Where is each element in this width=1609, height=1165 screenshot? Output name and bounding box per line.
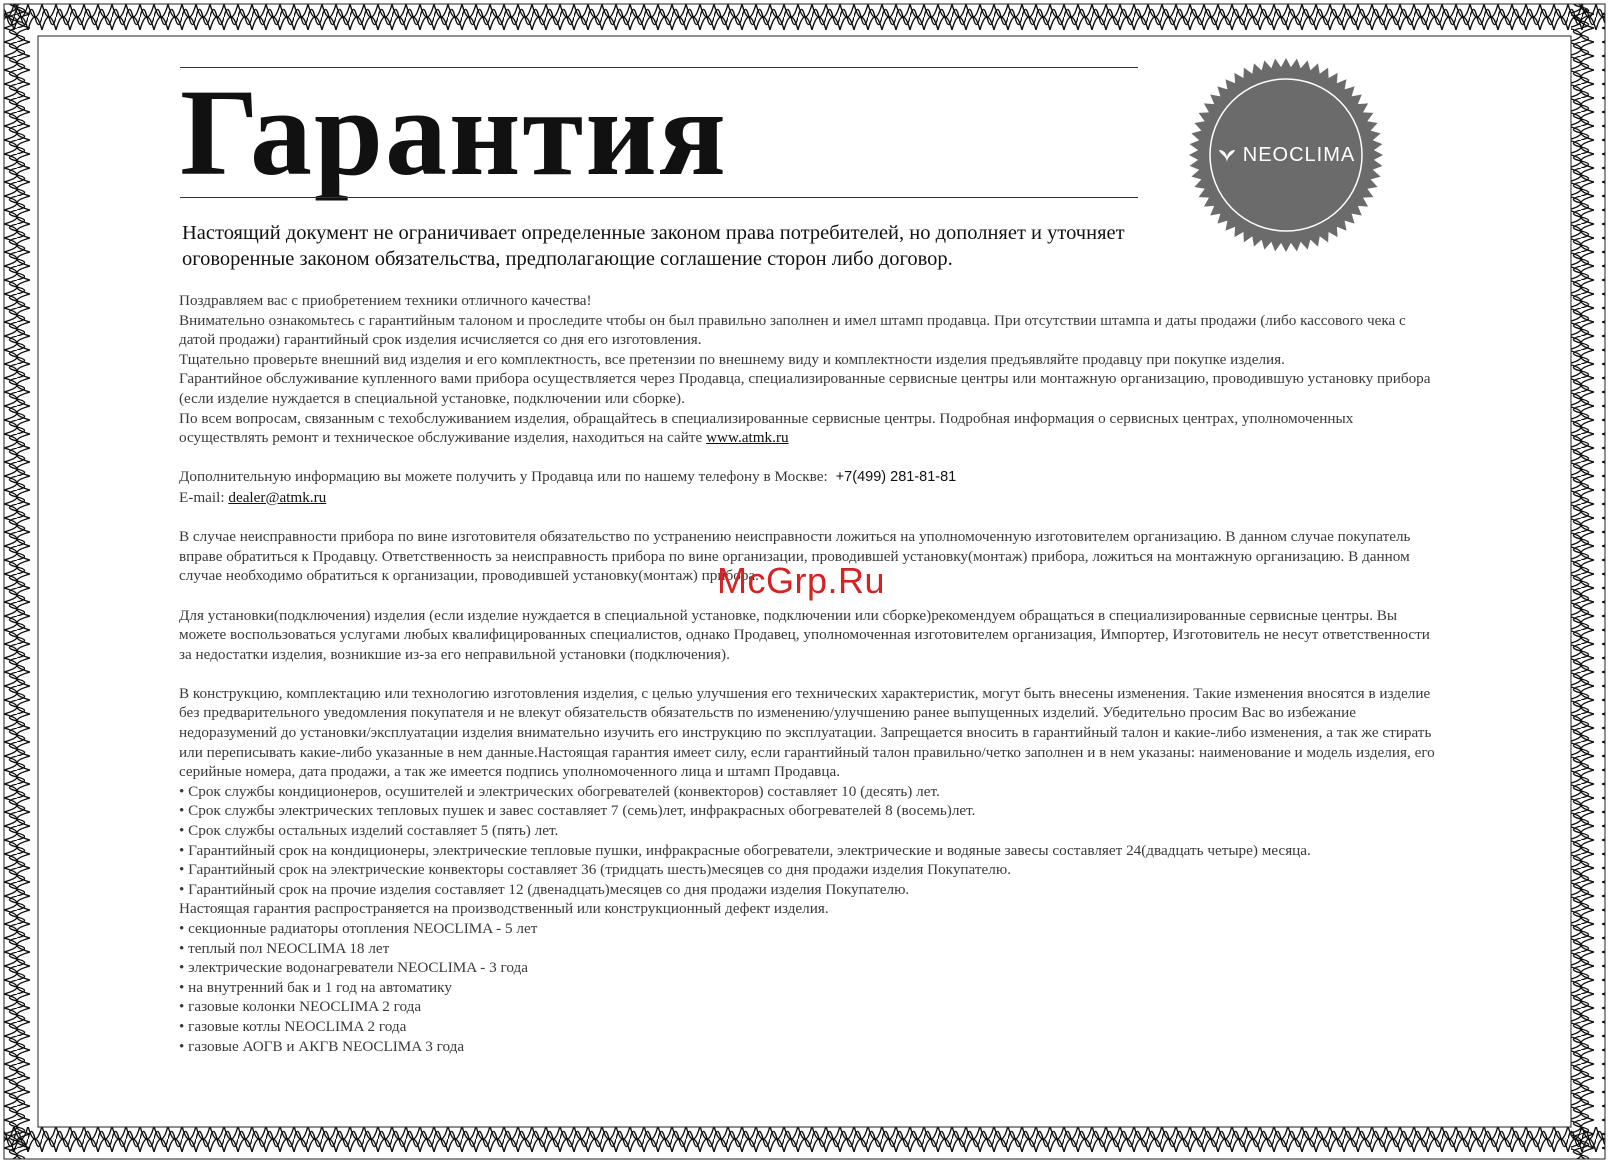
contact-text: Дополнительную информацию вы можете получить у Продавца или по нашему телефону в Москве: bbox=[179, 468, 828, 486]
list-item: • газовые колонки NEOCLIMA 2 года bbox=[179, 998, 422, 1016]
seal-brand-text: NEOCLIMA bbox=[1242, 143, 1356, 166]
email-label: E-mail: bbox=[179, 488, 229, 506]
paragraph-contact bbox=[179, 467, 1444, 488]
list-item: • Срок службы остальных изделий составляет 5 (пять) лет. bbox=[179, 822, 559, 840]
paragraph-changes: В конструкцию, комплектацию или технологию изготовления изделия, с целью улучшения его технических характеристик, могут быть внесены изменения. Такие изменения вносятся в изделие без предварительного уведомления покупателя и не влекут обязательств обязательств по изменению/улучшению ранее выпущенных изделий. Убедительно просим Вас во избежание недоразумений до установки/эксплуатации изделия внимательно изучить его инструкцию по эксплуатации. Запрещается вносить в гарантийный талон и какие-либо изменения, а так же стирать или переписывать какие-либо указанные в нем данные.Настоящая гарантия имеет силу, если гарантийный талон правильно/четко заполнен и в нем указаны: наименование и модель изделия, его серийные номера, дата продажи, а так же имеется подпись уполномоченного лица и штамп Продавца. bbox=[179, 684, 1435, 781]
paragraph-inspect: Тщательно проверьте внешний вид изделия и его комплектность, все претензии по внешнему виду и комплектности изделия предъявляйте продавцу при покупке изделия. bbox=[179, 350, 1285, 368]
paragraph-scope: Настоящая гарантия распространяется на производственный или конструкционный дефект изделия. bbox=[179, 900, 829, 918]
page-title: Гарантия bbox=[180, 64, 728, 201]
list-item: • газовые котлы NEOCLIMA 2 года bbox=[179, 1017, 407, 1035]
intro-text: Настоящий документ не ограничивает определенные законом права потребителей, но дополняет и уточняет оговоренные законом обязательства, предполагающие соглашение сторон либо договор. bbox=[182, 222, 1125, 270]
paragraph-email bbox=[179, 488, 1444, 508]
leaf-icon bbox=[1217, 146, 1237, 164]
service-centers-text: По всем вопросам, связанным с техобслуживанием изделия, обращайтесь в специализированные сервисные центры. Подробная информация о сервисных центрах, уполномоченных осуществлять ремонт и техническое обслуживание изделия, находиться на сайте bbox=[179, 409, 1354, 447]
list-item: • электрические водонагреватели NEOCLIMA - 3 года bbox=[179, 959, 528, 977]
paragraph-defects: В случае неисправности прибора по вине изготовителя обязательство по устранению неисправности ложиться на уполномоченную изготовителем организацию. В данном случае покупатель вправе обратиться к Продавцу. Ответственность за неисправность прибора по вине организации, проводившей установку(монтаж) прибора, ложиться на монтажную организацию. В данном случае необходимо обратиться к организации, проводившей установку(монтаж) прибора. bbox=[179, 528, 1411, 585]
phone-number: +7(499) 281-81-81 bbox=[835, 469, 957, 486]
list-item: • Гарантийный срок на кондиционеры, электрические тепловые пушки, инфракрасные обогреватели, электрические и водяные завесы составляет 24(двадцать четыре) месяца. bbox=[179, 841, 1311, 859]
paragraph-greeting: Поздравляем вас с приобретением техники отличного качества! bbox=[179, 292, 592, 309]
list-item: • Срок службы кондиционеров, осушителей и электрических обогревателей (конвекторов) составляет 10 (десять) лет. bbox=[179, 782, 940, 800]
paragraph-service: Гарантийное обслуживание купленного вами прибора осуществляется через Продавца, специализированные сервисные центры или монтажную организацию, проводившую установку прибора (если изделие нуждается в специальной установке, подключении или сборке). bbox=[179, 370, 1431, 407]
service-life-list bbox=[179, 782, 1444, 900]
list-item: • газовые АОГВ и АКГВ NEOCLIMA 3 года bbox=[179, 1037, 465, 1055]
title-rule-bottom bbox=[180, 197, 1138, 198]
list-item: • на внутренний бак и 1 год на автоматику bbox=[179, 978, 452, 996]
warranty-body bbox=[179, 291, 1444, 1056]
paragraph-check-card: Внимательно ознакомьтесь с гарантийным талоном и проследите чтобы он был правильно заполнен и имел штамп продавца. При отсутствии штампа и даты продажи (либо кассового чека с датой продажи) гарантийный срок изделия исчисляется со дня его изготовления. bbox=[179, 311, 1406, 349]
website-link[interactable]: www.atmk.ru bbox=[706, 429, 789, 447]
list-item: • секционные радиаторы отопления NEOCLIMA - 5 лет bbox=[179, 920, 538, 937]
paragraph-service-centers bbox=[179, 409, 1444, 448]
email-link[interactable]: dealer@atmk.ru bbox=[228, 488, 327, 506]
site-watermark: McGrp.Ru bbox=[717, 560, 886, 601]
list-item: • Гарантийный срок на прочие изделия составляет 12 (двенадцать)месяцев со дня продажи изделия Покупателю. bbox=[179, 880, 910, 898]
list-item: • Гарантийный срок на электрические конвекторы составляет 36 (тридцать шесть)месяцев со дня продажи изделия Покупателю. bbox=[179, 861, 1012, 879]
seal-brand bbox=[1188, 57, 1384, 253]
neoclima-warranty-list bbox=[179, 919, 1444, 1056]
list-item: • теплый пол NEOCLIMA 18 лет bbox=[179, 939, 390, 957]
list-item: • Срок службы электрических тепловых пушек и завес составляет 7 (семь)лет, инфракрасных обогревателей 8 (восемь)лет. bbox=[179, 802, 976, 820]
paragraph-installation: Для установки(подключения) изделия (если изделие нуждается в специальной установке, подключении или сборке)рекомендуем обращаться в специализированные сервисные центры. Вы можете воспользоваться услугами любых квалифицированных специалистов, однако Продавец, уполномоченная изготовителем организация, Импортер, Изготовитель не несут ответственности за недостатки изделия, возникшие из-за его неправильной установки (подключения). bbox=[179, 606, 1430, 663]
